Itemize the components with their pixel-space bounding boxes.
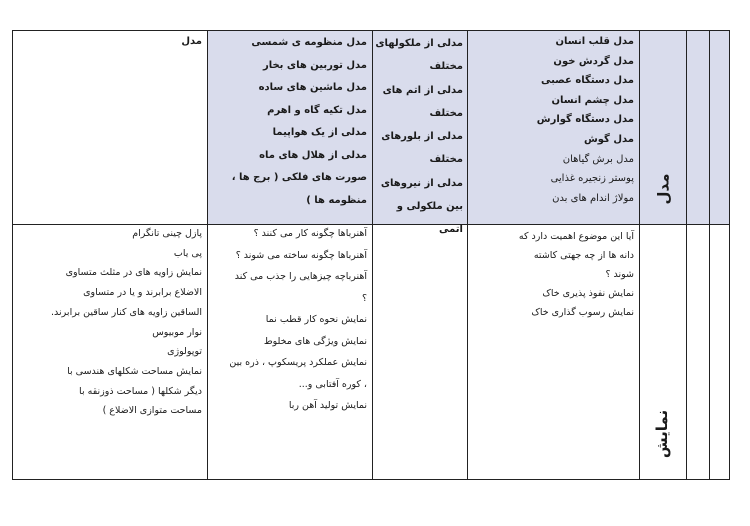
table-left-border [12, 30, 13, 480]
cell-line: آهنرباچه چیزهایی را جذب می کند [234, 271, 367, 282]
cell-line: مدل توربین های بخار [262, 59, 367, 71]
column-divider [686, 30, 687, 480]
display-cell-biology [474, 227, 634, 322]
cell-line: مدل تکیه گاه و اهرم [267, 104, 367, 116]
cell-line: نمایش نفوذ پذیری خاک [542, 288, 634, 299]
column-divider [467, 30, 468, 480]
cell-line: مساحت متوازی الاضلاع ) [102, 405, 202, 417]
cell-line: پوستر زنجیره غذایی [550, 173, 634, 185]
cell-line: نمایش تولید آهن ربا [288, 400, 367, 411]
table-top-border [12, 30, 730, 31]
cell-line: بین ملکولی و [396, 201, 463, 213]
cell-line: مدل دستگاه عصبی [540, 75, 634, 87]
model-cell-biology [474, 32, 634, 208]
cell-line: مدل برش گیاهان [562, 153, 634, 165]
cell-line: مدل ماشین های ساده [258, 82, 367, 93]
cell-line: مدلی از هلال های ماه [259, 149, 367, 161]
cell-line: مدلی از بلورهای [381, 131, 463, 143]
column-divider [207, 30, 208, 480]
cell-line: مدل گوش [583, 133, 634, 145]
cell-line: آهنرباها چگونه ساخته می شوند ؟ [235, 249, 367, 261]
table-bottom-border [12, 479, 730, 480]
cell-line: نمایش نحوه کار قطب نما [265, 314, 367, 325]
cell-line: توپولوژی [167, 346, 202, 358]
cell-line: مختلف [429, 61, 463, 73]
cell-line: مدلی از یک هواپیما [272, 127, 367, 138]
cell-line: پازل چینی تانگرام [132, 228, 202, 239]
cell-line: آهنرباها چگونه کار می کنند ؟ [253, 228, 367, 239]
model-cell-math [102, 32, 202, 52]
cell-line: مدل چشم انسان [551, 94, 634, 106]
cell-line: پی یاب [173, 247, 202, 259]
cell-line: نمایش ویژگی های مخلوط [263, 335, 367, 347]
column-divider [639, 30, 640, 480]
cell-line: نمایش عملکرد پریسکوپ ، ذره بین [229, 357, 367, 368]
column-divider [372, 30, 373, 480]
cell-line: نمایش رسوب گذاری خاک [531, 307, 634, 318]
display-cell-math [16, 224, 202, 421]
row-label-model: مدل [654, 173, 672, 205]
cell-line: مختلف [429, 107, 463, 119]
row-label-display: نمایش [652, 409, 671, 459]
model-cell-physics [231, 32, 367, 212]
cell-line: نوار موبیوس [152, 326, 202, 338]
model-cell-chemistry [375, 32, 463, 242]
cell-line: ؟ [361, 292, 367, 304]
cell-line: مدل منظومه ی شمسی [251, 37, 367, 48]
cell-line: دانه ها از چه جهتی کاشته [533, 250, 634, 261]
cell-line: صورت های فلکی ( برج ها ، [231, 172, 367, 183]
display-cell-physics [212, 223, 367, 417]
column-divider [709, 30, 710, 480]
cell-line: اتمی [438, 224, 463, 236]
cell-line: دیگر شکلها ( مساحت ذوزنقه با [79, 385, 202, 397]
cell-line: نمایش زاویه های در مثلث متساوی [65, 267, 202, 279]
cell-line: مدل قلب انسان [555, 36, 634, 47]
cell-line: ، کوره آفتابی و... [298, 378, 367, 390]
table-right-border [729, 30, 730, 480]
cell-line: مدل گردش خون [553, 55, 634, 67]
cell-line: مدل دستگاه گوارش [536, 114, 634, 126]
cell-line: مولاژ اندام های بدن [552, 192, 634, 204]
cell-line: مدل [181, 36, 202, 47]
activity-table [12, 30, 730, 480]
cell-line: مدلی از اتم های [382, 84, 463, 96]
cell-line: آیا این موضوع اهمیت دارد که [518, 231, 634, 242]
cell-line: مختلف [429, 154, 463, 166]
cell-line: منظومه ها ) [306, 194, 367, 206]
cell-line: مدلی از نیروهای [380, 177, 463, 189]
cell-line: مدلی از ملکولهای [375, 38, 463, 49]
cell-line: نمایش مساحت شکلهای هندسی با [67, 365, 202, 377]
cell-line: الاضلاع برابرند و یا در متساوی [83, 287, 202, 299]
cell-line: الساقین زاویه های کنار ساقین برابرند. [51, 306, 202, 318]
cell-line: شوند ؟ [605, 269, 634, 280]
